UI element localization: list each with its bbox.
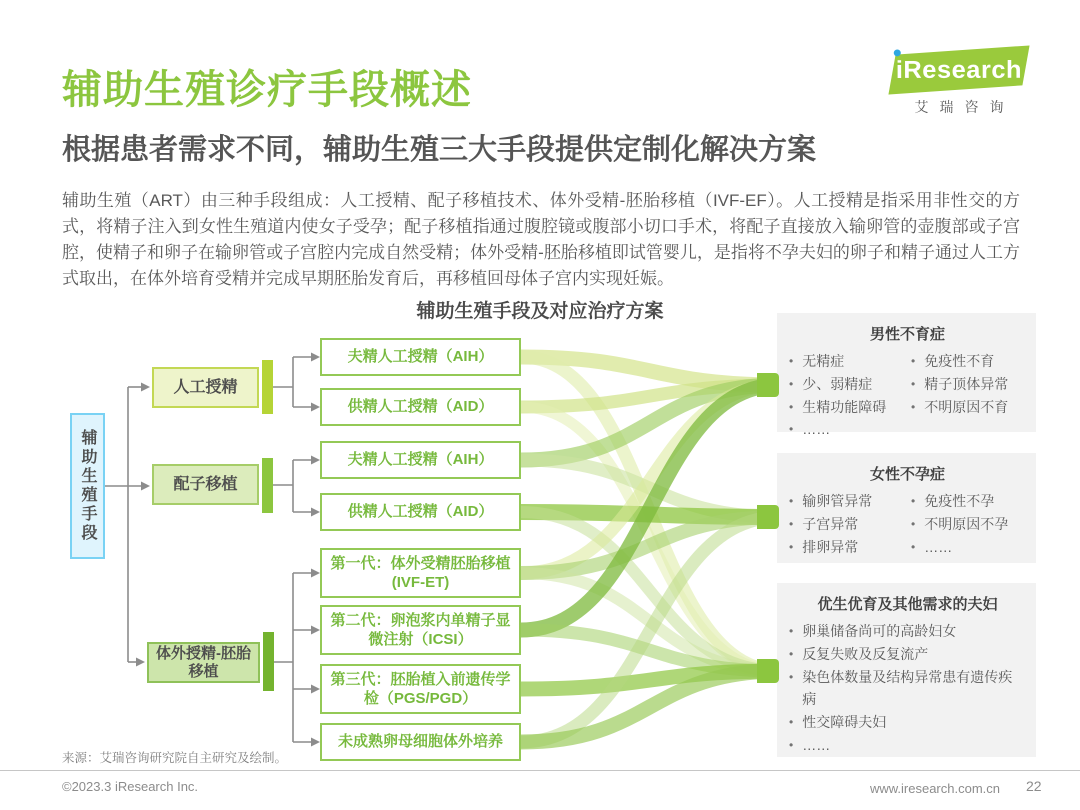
list-item: • …… — [789, 418, 911, 441]
page-title: 辅助生殖诊疗手段概述 — [62, 68, 472, 112]
list-item: • …… — [911, 536, 1008, 559]
list-item: • …… — [789, 734, 1026, 757]
list-item: • 少、弱精症 — [789, 373, 911, 396]
method-aid-2: 供精人工授精（AID） — [320, 493, 521, 531]
logo-parallelogram — [888, 45, 1029, 94]
arrowhead-icon — [311, 456, 320, 465]
footer-copyright: ©2023.3 iResearch Inc. — [62, 779, 199, 794]
arrowhead-icon — [311, 508, 320, 517]
flow-tab-male — [757, 373, 779, 397]
group-title: 女性不孕症 — [869, 466, 945, 483]
list-item: • 卵巢储备尚可的高龄妇女 — [789, 620, 1026, 643]
group-eugenics-other-needs — [777, 583, 1036, 757]
list-item: • 生精功能障碍 — [789, 396, 911, 419]
category-ivf-et: 体外授精-胚胎移植 — [147, 642, 260, 683]
group-title: 男性不育症 — [869, 326, 945, 343]
arrowhead-icon — [136, 658, 145, 667]
list-item: • 不明原因不育 — [911, 396, 1008, 419]
list-item: • 不明原因不孕 — [911, 513, 1008, 536]
list-item: • 性交障碍夫妇 — [789, 711, 1026, 734]
iresearch-logo — [884, 50, 1034, 117]
flow-tab-eugenics — [757, 659, 779, 683]
method-aih-2: 夫精人工授精（AIH） — [320, 441, 521, 479]
group-list-right — [911, 490, 1008, 558]
arrowhead-icon — [141, 482, 150, 491]
logo-letter-i: i — [896, 56, 904, 84]
method-aid-1: 供精人工授精（AID） — [320, 388, 521, 426]
arrowhead-icon — [311, 569, 320, 578]
arrowhead-icon — [311, 685, 320, 694]
group-list-left — [789, 350, 911, 441]
category-bar-1 — [262, 458, 273, 513]
list-item: • 子宫异常 — [789, 513, 911, 536]
method-icsi: 第二代：卵泡浆内单精子显微注射（ICSI） — [320, 605, 521, 655]
list-item: • 染色体数量及结构异常患有遗传疾病 — [789, 666, 1026, 711]
arrowhead-icon — [311, 738, 320, 747]
method-pgs-pgd: 第三代：胚胎植入前遗传学检（PGS/PGD） — [320, 664, 521, 714]
method-aih-1: 夫精人工授精（AIH） — [320, 338, 521, 376]
arrowhead-icon — [311, 403, 320, 412]
category-bar-0 — [262, 360, 273, 414]
arrowhead-icon — [141, 383, 150, 392]
arrowhead-icon — [311, 353, 320, 362]
intro-paragraph: 辅助生殖（ART）由三种手段组成：人工授精、配子移植技术、体外受精-胚胎移植（IVF-EF）。人工授精是指采用非性交的方式，将精子注入到女性生殖道内使女子受孕；配子移植指通过腹腔镜或腹部小切口手术，将配子直接放入输卵管的壶腹部或子宫腔，使精子和卵子在输卵管或子宫腔内完成自然受精；体外受精-胚胎移植即试管婴儿，是指将不孕夫妇的卵子和精子通过人工方式取出，在体外培育受精并完成早期胚胎发育后，再移植回母体子宫内实现妊娠。 — [62, 191, 1020, 288]
category-gamete-transfer: 配子移植 — [152, 464, 259, 505]
list-item: • 精子顶体异常 — [911, 373, 1008, 396]
source-note: 来源：艾瑞咨询研究院自主研究及绘制。 — [62, 751, 288, 765]
group-list — [789, 620, 1026, 757]
flow-tab-female — [757, 505, 779, 529]
category-bar-2 — [263, 632, 274, 691]
logo-wordmark: iResearch — [896, 56, 1022, 85]
list-item: • 免疫性不育 — [911, 350, 1008, 373]
logo-caption: 艾瑞咨询 — [914, 99, 1015, 115]
list-item: • 反复失败及反复流产 — [789, 643, 1026, 666]
method-ivm: 未成熟卵母细胞体外培养 — [320, 723, 521, 761]
logo-blue-dot-icon — [894, 49, 901, 56]
footer-website: www.iresearch.com.cn — [869, 781, 1000, 796]
arrowhead-icon — [311, 626, 320, 635]
group-title: 优生优育及其他需求的夫妇 — [817, 596, 998, 613]
group-female-infertility — [777, 453, 1036, 563]
list-item: • 排卵异常 — [789, 536, 911, 559]
page-number: 22 — [1026, 778, 1042, 794]
list-item: • 免疫性不孕 — [911, 490, 1008, 513]
method-ivf-et: 第一代：体外受精胚胎移植(IVF-ET) — [320, 548, 521, 598]
list-item: • 输卵管异常 — [789, 490, 911, 513]
list-item: • 无精症 — [789, 350, 911, 373]
group-list-right — [911, 350, 1008, 441]
footer-divider — [0, 770, 1080, 771]
root-node: 辅助生殖手段 — [70, 413, 105, 559]
group-male-infertility — [777, 313, 1036, 438]
diagram-title: 辅助生殖手段及对应治疗方案 — [416, 301, 664, 322]
page-subtitle: 根据患者需求不同，辅助生殖三大手段提供定制化解决方案 — [62, 134, 817, 166]
category-artificial-insemination: 人工授精 — [152, 367, 259, 408]
group-list-left — [789, 490, 911, 558]
